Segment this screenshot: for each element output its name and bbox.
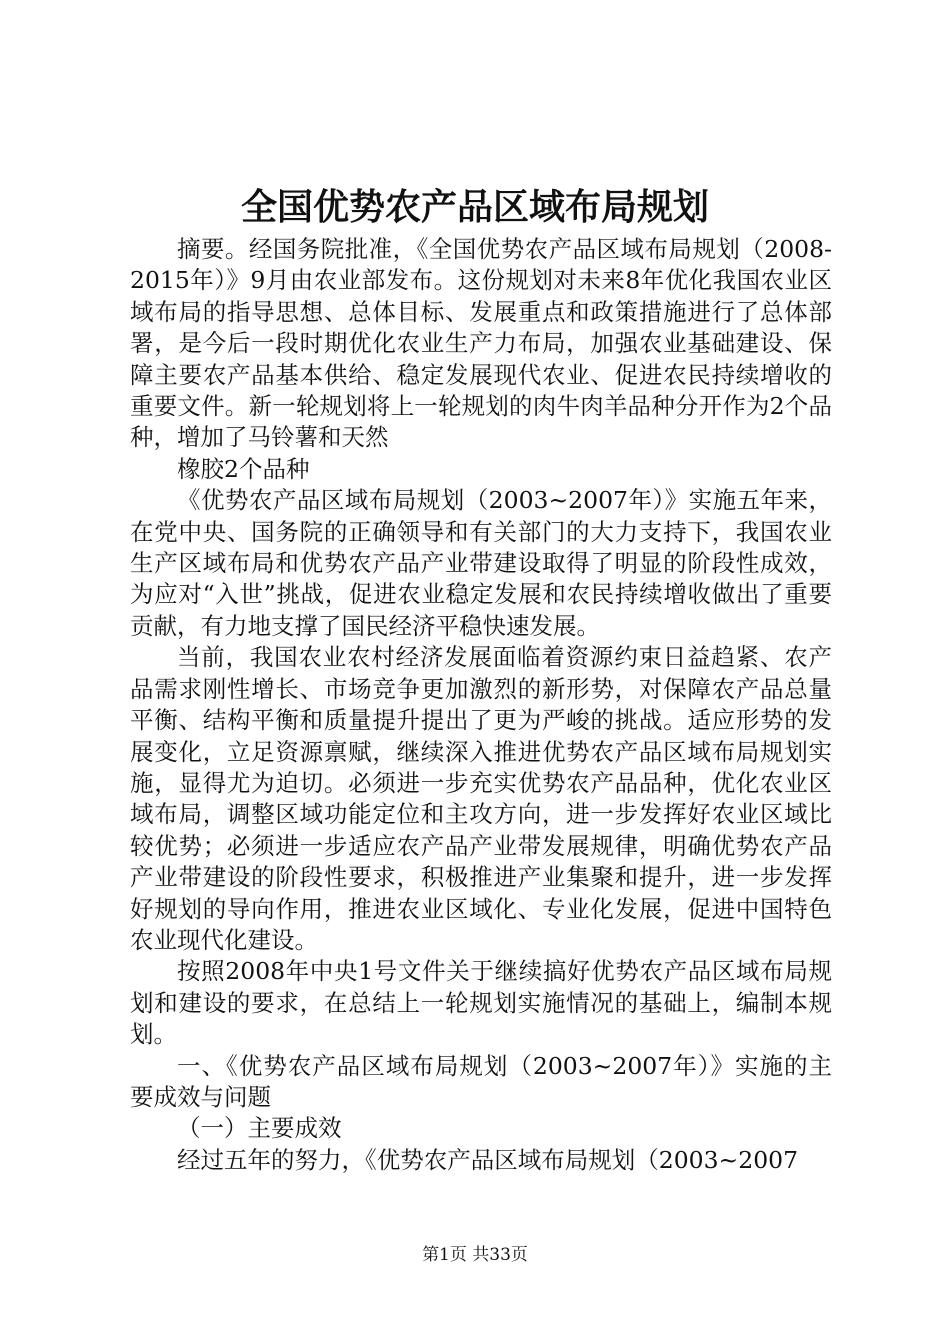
- section-heading-1: 一、《优势农产品区域布局规划（2003~2007年）》实施的主要成效与问题: [130, 1051, 832, 1111]
- paragraph-review: 《优势农产品区域布局规划（2003~2007年）》实施五年来，在党中央、国务院的正确领导和有关部门的大力支持下，我国农业生产区域布局和优势农产品产业带建设取得了明显的阶段性成效，为应对“入世”挑战，促进农业稳定发展和农民持续增收做出了重要贡献，有力地支撑了国民经济平稳快速发展。: [130, 486, 832, 640]
- paragraph-basis: 按照2008年中央1号文件关于继续搞好优势农产品区域布局规划和建设的要求，在总结上一轮规划实施情况的基础上，编制本规划。: [130, 957, 832, 1049]
- page-number: 第1页 共33页: [422, 1245, 528, 1265]
- paragraph-achievements: 经过五年的努力，《优势农产品区域布局规划（2003~2007: [177, 1145, 799, 1174]
- subsection-heading-1: （一）主要成效: [177, 1114, 342, 1143]
- document-title: 全国优势农产品区域布局规划: [240, 187, 709, 228]
- paragraph-current-situation: 当前，我国农业农村经济发展面临着资源约束日益趋紧、农产品需求刚性增长、市场竞争更加激烈的新形势，对保障农产品总量平衡、结构平衡和质量提升提出了更为严峻的挑战。适应形势的发展变化，立足资源禀赋，继续深入推进优势农产品区域布局规划实施，显得尤为迫切。必须进一步充实优势农产品品种，优化农业区域布局，调整区域功能定位和主攻方向，进一步发挥好农业区域比较优势；必须进一步适应农产品产业带发展规律，明确优势农产品产业带建设的阶段性要求，积极推进产业集聚和提升，进一步发挥好规划的导向作用，推进农业区域化、专业化发展，促进中国特色农业现代化建设。: [130, 643, 832, 954]
- document-body: [130, 234, 832, 1176]
- paragraph-abstract-continued: 橡胶2个品种: [177, 454, 310, 483]
- paragraph-abstract: 摘要。经国务院批准，《全国优势农产品区域布局规划（2008-2015年）》9月由农业部发布。这份规划对未来8年优化我国农业区域布局的指导思想、总体目标、发展重点和政策措施进行了总体部署，是今后一段时期优化农业生产力布局，加强农业基础建设、保障主要农产品基本供给、稳定发展现代农业、促进农民持续增收的重要文件。新一轮规划将上一轮规划的肉牛肉羊品种分开作为2个品种，增加了马铃薯和天然: [130, 235, 832, 452]
